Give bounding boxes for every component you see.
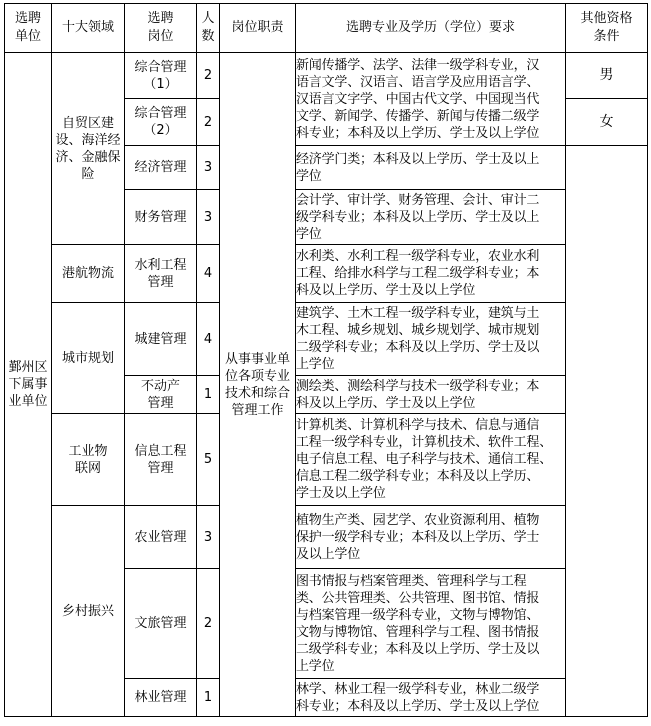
header-count: 人 数 (197, 4, 220, 53)
count-cell: 5 (197, 414, 220, 506)
header-post: 选聘 岗位 (125, 4, 197, 53)
count-cell: 4 (197, 303, 220, 376)
domain-city: 城市规划 (52, 303, 125, 414)
count-cell: 2 (197, 53, 220, 99)
header-requirements: 选聘专业及学历（学位）要求 (296, 4, 566, 53)
table-row (5, 506, 648, 569)
count-cell: 3 (197, 146, 220, 190)
header-duty: 岗位职责 (220, 4, 296, 53)
table-row (5, 303, 648, 376)
requirements-cell: 水利类、水利工程一级学科专业，农业水利 工程、给排水科学与工程二级学科专业；本 科及以上学历、学士及以上学位 (296, 245, 566, 303)
count-cell: 2 (197, 99, 220, 146)
count-cell: 2 (197, 569, 220, 679)
duty-cell: 从事事业单 位各项专业 技术和综合 管理工作 (220, 53, 296, 717)
gender-female: 女 (566, 99, 648, 146)
count-cell: 4 (197, 245, 220, 303)
post-cell: 财务管理 (125, 190, 197, 245)
post-cell: 文旅管理 (125, 569, 197, 679)
post-cell: 城建管理 (125, 303, 197, 376)
requirements-cell: 新闻传播学、法学、法律一级学科专业，汉 语言文学、汉语言、语言学及应用语言学、 汉语言文字学、中国古代文学、中国现当代 文学、新闻学、传播学、新闻与传播二级学 科专业；本科及以上学历、学士及以上学位 (296, 53, 566, 146)
post-cell: 林业管理 (125, 679, 197, 717)
requirements-cell: 计算机类、计算机科学与技术、信息与通信 工程一级学科专业，计算机技术、软件工程、 电子信息工程、电子科学与技术、通信工程、 信息工程二级学科专业；本科及以上学历、 学士及以上学位 (296, 414, 566, 506)
post-cell: 经济管理 (125, 146, 197, 190)
table-row (5, 245, 648, 303)
count-cell: 1 (197, 679, 220, 717)
requirements-cell: 会计学、审计学、财务管理、会计、审计二 级学科专业；本科及以上学历、学士及以上 学位 (296, 190, 566, 245)
count-cell: 3 (197, 506, 220, 569)
domain-port: 港航物流 (52, 245, 125, 303)
domain-iot: 工业物 联网 (52, 414, 125, 506)
requirements-cell: 林学、林业工程一级学科专业，林业二级学 科专业；本科及以上学历、学士及以上学位 (296, 679, 566, 717)
requirements-cell: 建筑学、土木工程一级学科专业，建筑与土 木工程、城乡规划、城乡规划学、城市规划 二级学科专业；本科及以上学历、学士及以 上学位 (296, 303, 566, 376)
header-domain: 十大领域 (52, 4, 125, 53)
post-cell: 水利工程 管理 (125, 245, 197, 303)
post-cell: 不动产 管理 (125, 376, 197, 414)
table-row (5, 53, 648, 99)
header-unit: 选聘 单位 (5, 4, 52, 53)
requirements-cell: 经济学门类；本科及以上学历、学士及以上 学位 (296, 146, 566, 190)
domain-ftz: 自贸区建 设、海洋经 济、金融保 险 (52, 53, 125, 245)
post-cell: 综合管理 （1） (125, 53, 197, 99)
requirements-cell: 图书情报与档案管理类、管理科学与工程 类、公共管理类、公共管理、图书馆、情报 与档案管理一级学科专业，文物与博物馆、 文物与博物馆、管理科学与工程、图书情报 二级学科专业；本科及以上学历、学士及以 上学位 (296, 569, 566, 679)
header-other-conditions: 其他资格 条件 (566, 4, 648, 53)
gender-male: 男 (566, 53, 648, 99)
domain-rural: 乡村振兴 (52, 506, 125, 717)
requirements-cell: 植物生产类、园艺学、农业资源利用、植物 保护一级学科专业；本科及以上学历、学士 及以上学位 (296, 506, 566, 569)
other-conditions-empty (566, 146, 648, 717)
requirements-cell: 测绘类、测绘科学与技术一级学科专业；本 科及以上学历、学士及以上学位 (296, 376, 566, 414)
count-cell: 3 (197, 190, 220, 245)
header-row (5, 4, 648, 53)
table-row (5, 414, 648, 506)
recruitment-table (4, 3, 648, 717)
post-cell: 综合管理 （2） (125, 99, 197, 146)
post-cell: 信息工程 管理 (125, 414, 197, 506)
post-cell: 农业管理 (125, 506, 197, 569)
unit-cell: 鄞州区 下属事 业单位 (5, 53, 52, 717)
count-cell: 1 (197, 376, 220, 414)
